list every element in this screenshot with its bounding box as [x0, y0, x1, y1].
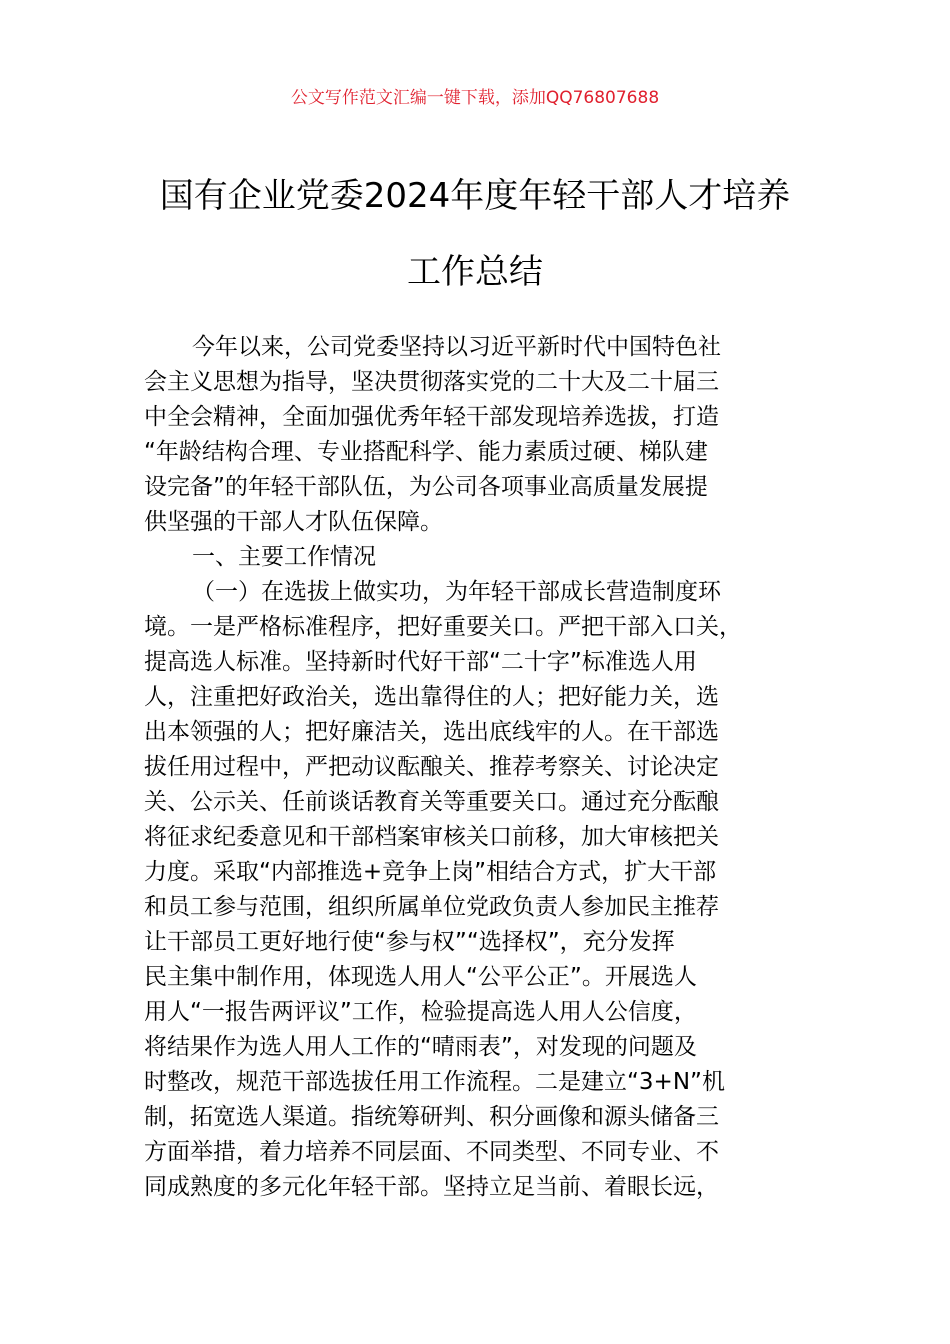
header-download-note[interactable]: 公文写作范文汇编一键下载，添加QQ76807688 — [290, 88, 660, 108]
section-heading: 一、主要工作情况 — [192, 544, 376, 570]
body-line: 同成熟度的多元化年轻干部。坚持立足当前、着眼长远， — [144, 1174, 719, 1200]
body-line: 方面举措，着力培养不同层面、不同类型、不同专业、不 — [144, 1139, 719, 1165]
body-line: 力度。采取“内部推选+竞争上岗”相结合方式，扩大干部 — [144, 859, 717, 885]
body-line: 出本领强的人；把好廉洁关，选出底线牢的人。在干部选 — [144, 719, 719, 745]
document-title-line-1: 国有企业党委2024年度年轻干部人才培养 — [159, 176, 791, 216]
body-line: 今年以来，公司党委坚持以习近平新时代中国特色社 — [192, 334, 721, 360]
body-line: 境。一是严格标准程序，把好重要关口。严把干部入口关， — [144, 614, 742, 640]
body-line: 将结果作为选人用人工作的“晴雨表”，对发现的问题及 — [144, 1034, 697, 1060]
body-line: 关、公示关、任前谈话教育关等重要关口。通过充分酝酿 — [144, 789, 719, 815]
document-body — [144, 330, 808, 1205]
body-line: 将征求纪委意见和干部档案审核关口前移，加大审核把关 — [144, 824, 719, 850]
body-line: 用人“一报告两评议”工作，检验提高选人用人公信度， — [144, 999, 697, 1025]
body-line: 时整改，规范干部选拔任用工作流程。二是建立“3+N”机 — [144, 1069, 725, 1095]
body-line: 民主集中制作用，体现选人用人“公平公正”。开展选人 — [144, 964, 697, 990]
body-line: 拔任用过程中，严把动议酝酿关、推荐考察关、讨论决定 — [144, 754, 719, 780]
body-line: 让干部员工更好地行使“参与权”“选择权”，充分发挥 — [144, 929, 675, 955]
body-line: 设完备”的年轻干部队伍，为公司各项事业高质量发展提 — [144, 474, 708, 500]
body-line: “年龄结构合理、专业搭配科学、能力素质过硬、梯队建 — [144, 439, 708, 465]
body-line: 人，注重把好政治关，选出靠得住的人；把好能力关，选 — [144, 684, 719, 710]
body-line: 供坚强的干部人才队伍保障。 — [144, 509, 443, 535]
body-line: 会主义思想为指导，坚决贯彻落实党的二十大及二十届三 — [144, 369, 719, 395]
body-line: 和员工参与范围，组织所属单位党政负责人参加民主推荐 — [144, 894, 719, 920]
document-title-line-2: 工作总结 — [407, 252, 543, 292]
body-line: （一）在选拔上做实功，为年轻干部成长营造制度环 — [192, 579, 721, 605]
body-line: 提高选人标准。坚持新时代好干部“二十字”标准选人用 — [144, 649, 697, 675]
body-line: 中全会精神，全面加强优秀年轻干部发现培养选拔，打造 — [144, 404, 719, 430]
body-line: 制，拓宽选人渠道。指统筹研判、积分画像和源头储备三 — [144, 1104, 719, 1130]
